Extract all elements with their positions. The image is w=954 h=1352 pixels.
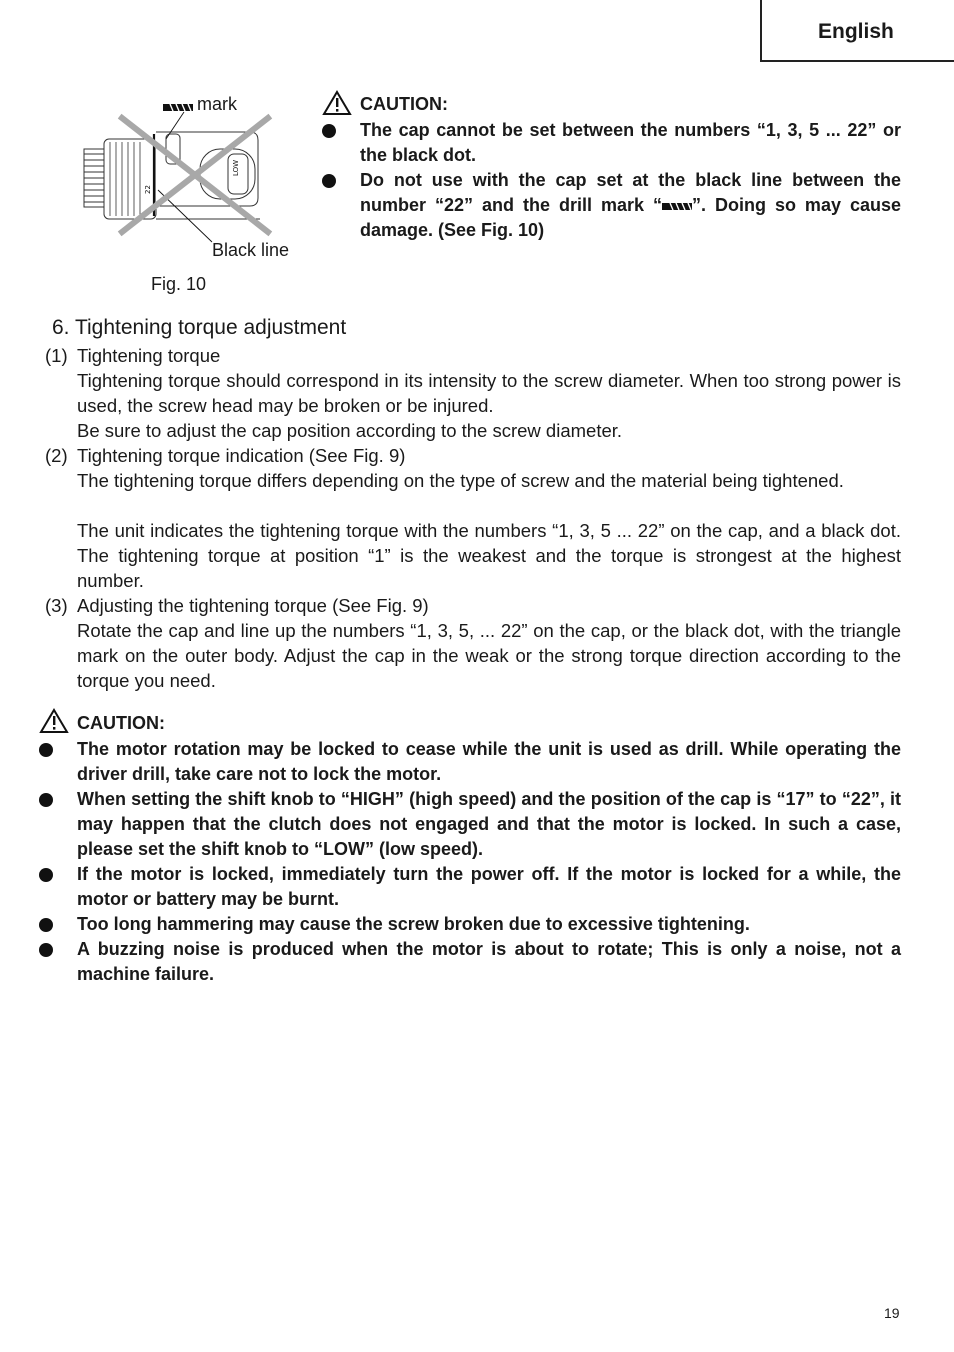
subsection-1-text-1: Tightening torque should correspond in its intensity to the screw diameter. When too strong power is used, the screw head may be broken or be injured. <box>77 370 901 416</box>
subsection-3-number: (3) <box>45 595 68 616</box>
bullet-icon <box>39 943 53 957</box>
caution-bottom-item-1: The motor rotation may be locked to cease while the unit is used as drill. While operating the driver drill, take care not to lock the motor. <box>77 739 901 784</box>
caution-bottom-item-2: When setting the shift knob to “HIGH” (high speed) and the position of the cap is “17” to “22”, it may happen that the clutch does not engaged and that the motor is locked. In such a case, please set the shift knob to “LOW” (low speed). <box>77 789 901 859</box>
language-tab <box>760 0 954 62</box>
caution-bottom-title: CAUTION: <box>77 713 165 733</box>
subsection-1-number: (1) <box>45 345 68 366</box>
subsection-2-text-2: The unit indicates the tightening torque with the numbers “1, 3, 5 ... 22” on the cap, and a black dot. The tightening torque at position “1” is the weakest and the torque is strongest at the highest number. <box>77 520 901 591</box>
drill-mark-icon <box>163 104 193 111</box>
warning-icon <box>39 708 69 734</box>
black-line-label: Black line <box>212 240 290 260</box>
bullet-icon <box>39 743 53 757</box>
subsection-2-text-1: The tightening torque differs depending on the type of screw and the material being tightened. <box>77 470 844 491</box>
caution-bottom-item-3: If the motor is locked, immediately turn the power off. If the motor is locked for a while, the motor or battery may be burnt. <box>77 864 901 909</box>
section-heading: 6. Tightening torque adjustment <box>52 316 347 339</box>
caution-bottom-item-4: Too long hammering may cause the screw broken due to excessive tightening. <box>77 914 750 934</box>
fig10-illustration <box>80 94 310 244</box>
bullet-icon <box>39 793 53 807</box>
subsection-1-title: Tightening torque <box>77 345 221 366</box>
mark-label: mark <box>197 94 237 114</box>
scale-text: 22 <box>144 185 152 194</box>
chuck-ridges <box>84 149 104 207</box>
figure-caption: Fig. 10 <box>151 274 207 294</box>
tool-body <box>156 132 260 219</box>
drill-mark-icon <box>662 201 692 211</box>
bullet-icon <box>322 124 336 138</box>
subsection-1-text-2: Be sure to adjust the cap position according to the screw diameter. <box>77 420 623 441</box>
caution-top-item-2: Do not use with the cap set at the black line between the number “22” and the drill mark “ ”. Doing so may cause damage. (See Fig. 10) <box>360 170 901 240</box>
caution-bottom-item-5: A buzzing noise is produced when the motor is about to rotate; This is only a noise, not a machine failure. <box>77 939 901 984</box>
clutch-cap <box>104 139 156 219</box>
language-label: English <box>818 20 894 43</box>
bullet-icon <box>39 868 53 882</box>
subsection-2-number: (2) <box>45 445 68 466</box>
subsection-3-title: Adjusting the tightening torque (See Fig. 9) <box>77 595 429 616</box>
subsection-2-title: Tightening torque indication (See Fig. 9) <box>77 445 406 466</box>
page-number: 19 <box>884 1305 900 1321</box>
bullet-icon <box>322 174 336 188</box>
low-text: LOW <box>232 159 240 176</box>
bullet-icon <box>39 918 53 932</box>
caution-top-title: CAUTION: <box>360 94 448 114</box>
warning-icon <box>322 90 352 116</box>
caution-top-item-1: The cap cannot be set between the numbers “1, 3, 5 ... 22” or the black dot. <box>360 120 901 165</box>
subsection-3-text-1: Rotate the cap and line up the numbers “1, 3, 5, ... 22” on the cap, or the black dot, with the triangle mark on the outer body. Adjust the cap in the weak or the strong torque direction according to the torque you need. <box>77 620 901 691</box>
